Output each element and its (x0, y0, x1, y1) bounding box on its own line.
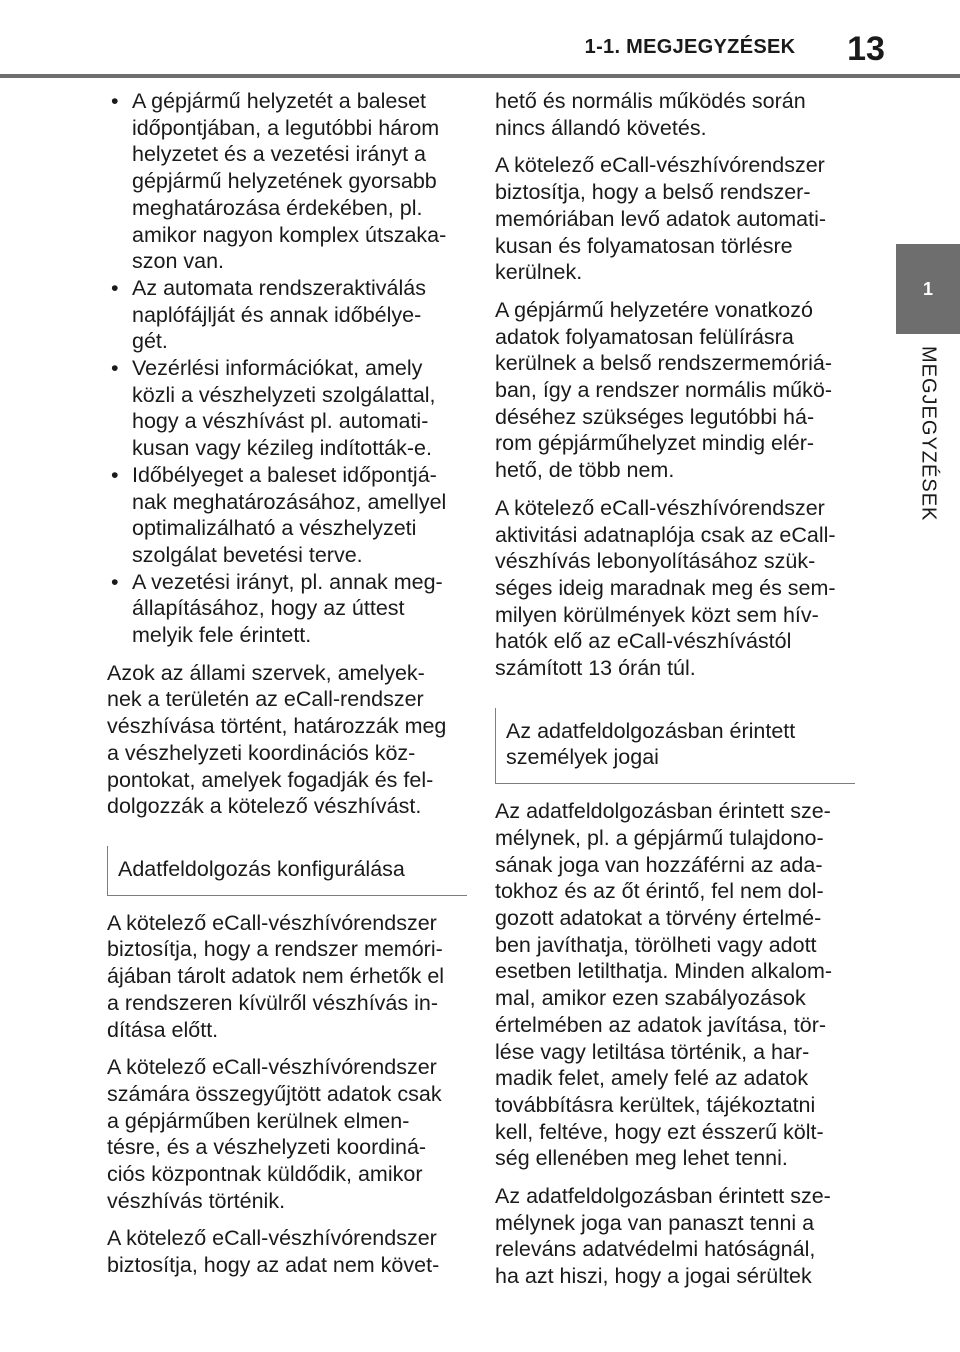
paragraph-memory (107, 910, 467, 1044)
text-line: Az adatfeldolgozásban érintett (506, 718, 796, 743)
bullet-item (107, 355, 467, 462)
text-line: amikor nagyon komplex útszaka- (132, 222, 447, 247)
text-line: hogy a vészhívást pl. automati- (132, 409, 429, 434)
text-line: hető és normális működés során (495, 89, 806, 113)
text-line: továbbításra kerültek, tájékoztatni (495, 1092, 816, 1117)
paragraph-authorities (107, 660, 467, 820)
text-line: Vezérlési információkat, amely (132, 356, 423, 381)
data-items-list (107, 88, 467, 649)
text-line: lése vagy letiltása történik, a har- (495, 1039, 810, 1064)
text-line: nek a területén az eCall-rendszer (107, 687, 424, 712)
text-line: rom gépjárműhelyzet mindig elér- (495, 431, 815, 456)
text-line: számított 13 órán túl. (495, 656, 696, 681)
text-line: Az adatfeldolgozásban érintett sze- (495, 1184, 831, 1209)
text-line: adatok folyamatosan felülírásra (495, 324, 794, 349)
text-line: tésre, és a vészhelyzeti koordiná- (107, 1135, 427, 1160)
text-line: A gépjármű helyzetére vonatkozó (495, 297, 813, 322)
text-line: kerülnek. (495, 260, 583, 285)
text-line: A kötelező eCall-vészhívórendszer (495, 495, 825, 520)
text-line: mal, amikor ezen szabályozások (495, 986, 806, 1011)
text-line: a vészhelyzeti koordinációs köz- (107, 740, 416, 765)
text-line: memóriában levő adatok automati- (495, 206, 827, 231)
text-line: optimalizálható a vészhelyzeti (132, 516, 417, 541)
text-line: gépjármű helyzetének gyorsabb (132, 169, 437, 194)
text-line: séges ideig maradnak meg és sem- (495, 575, 836, 600)
text-line: meghatározása érdekében, pl. (132, 195, 423, 220)
text-line: A vezetési irányt, pl. annak meg- (132, 569, 443, 594)
text-line: melyik fele érintett. (132, 623, 312, 648)
text-line: ség ellenében meg lehet tenni. (495, 1146, 788, 1171)
text-line: értelmében az adatok javítása, tör- (495, 1012, 827, 1037)
paragraph-activity-log (495, 495, 855, 682)
paragraph-position-data (495, 297, 855, 484)
text-line: sának joga van hozzáférni az ada- (495, 852, 823, 877)
text-line: nincs állandó követés. (495, 115, 707, 140)
heading-text: Adatfeldolgozás konfigurálása (118, 856, 405, 881)
heading-data-subject-rights (495, 708, 855, 784)
chapter-number: 1 (922, 278, 933, 299)
text-line: személyek jogai (506, 745, 659, 770)
paragraph-tracking (107, 1225, 467, 1278)
text-line: mélynek joga van panaszt tenni a (495, 1210, 815, 1235)
text-line: madik felet, amely felé az adatok (495, 1066, 809, 1091)
paragraph-deletion (495, 152, 855, 286)
text-line: vészhívás történik. (107, 1188, 286, 1213)
text-line: állapításához, hogy az úttest (132, 596, 405, 621)
paragraph-collected-data (107, 1054, 467, 1214)
text-line: kusan vagy kézileg indították-e. (132, 436, 432, 461)
text-line: biztosítja, hogy az adat nem követ- (107, 1253, 440, 1278)
text-line: dolgozzák a kötelező vészhívást. (107, 794, 422, 819)
text-line: Időbélyeget a baleset időpontjá- (132, 462, 437, 487)
text-line: biztosítja, hogy a rendszer memóri- (107, 937, 443, 962)
chapter-tab (896, 244, 960, 334)
paragraph-complaint (495, 1183, 855, 1290)
bullet-dot-icon: • (111, 462, 119, 487)
bullet-item (107, 462, 467, 569)
text-line: aktivitási adatnaplója csak az eCall- (495, 522, 836, 547)
text-line: a rendszeren kívülről vészhívás in- (107, 990, 439, 1015)
text-line: vészhívás lebonyolításához szük- (495, 549, 816, 574)
chapter-label: MEGJEGYZÉSEK (917, 346, 940, 522)
text-line: közli a vészhelyzeti szolgálattal, (132, 382, 436, 407)
text-line: déséhez szükséges legutóbbi há- (495, 404, 815, 429)
text-line: hatók elő az eCall-vészhívástól (495, 629, 792, 654)
text-line: ban, így a rendszer normális műkö- (495, 378, 832, 403)
text-line: A gépjármű helyzetét a baleset (132, 89, 427, 113)
bullet-dot-icon: • (111, 275, 119, 300)
text-line: A kötelező eCall-vészhívórendszer (107, 1055, 437, 1080)
text-line: biztosítja, hogy a belső rendszer- (495, 180, 811, 205)
paragraph-tracking-continued (495, 88, 855, 141)
header-rule (0, 74, 960, 78)
bullet-dot-icon: • (111, 356, 119, 381)
text-line: szolgálat bevetési terve. (132, 542, 363, 567)
right-column (495, 88, 855, 1290)
text-line: ájában tárolt adatok nem érhetők el (107, 964, 445, 989)
text-line: naplófájlját és annak időbélye- (132, 302, 422, 327)
text-line: A kötelező eCall-vészhívórendszer (107, 1226, 437, 1251)
text-line: gozott adatokat a törvény értelmé- (495, 905, 822, 930)
text-line: kell, feltéve, hogy ezt ésszerű költ- (495, 1119, 824, 1144)
left-column (107, 88, 467, 1279)
bullet-item (107, 569, 467, 649)
text-line: nak meghatározásához, amellyel (132, 489, 447, 514)
text-line: ha azt hiszi, hogy a jogai sérültek (495, 1264, 812, 1289)
text-line: esetben letilthatja. Minden alkalom- (495, 959, 833, 984)
text-line: pontokat, amelyek fogadják és fel- (107, 767, 434, 792)
text-line: gét. (132, 329, 168, 354)
text-line: dítása előtt. (107, 1017, 219, 1042)
heading-data-processing-config (107, 846, 467, 896)
paragraph-rights (495, 798, 855, 1172)
page-number: 13 (847, 30, 885, 68)
text-line: helyzetet és a vezetési irányt a (132, 142, 426, 167)
bullet-item (107, 88, 467, 275)
text-line: ciós központnak küldődik, amikor (107, 1162, 423, 1187)
text-line: milyen körülmények közt sem hív- (495, 602, 819, 627)
text-line: hető, de több nem. (495, 458, 675, 483)
bullet-item (107, 275, 467, 355)
text-line: kusan és folyamatosan törlésre (495, 233, 793, 258)
text-line: A kötelező eCall-vészhívórendszer (495, 153, 825, 178)
text-line: releváns adatvédelmi hatóságnál, (495, 1237, 816, 1262)
bullet-dot-icon: • (111, 89, 119, 113)
text-line: vészhívása történt, határozzák meg (107, 714, 447, 739)
text-line: ben javíthatja, törölheti vagy adott (495, 932, 817, 957)
text-line: időpontjában, a legutóbbi három (132, 115, 440, 140)
text-line: tokhoz és az őt érintő, fel nem dol- (495, 879, 824, 904)
text-line: A kötelező eCall-vészhívórendszer (107, 910, 437, 935)
text-line: szon van. (132, 249, 225, 274)
text-line: Azok az állami szervek, amelyek- (107, 660, 425, 685)
text-line: mélynek, pl. a gépjármű tulajdono- (495, 825, 824, 850)
text-line: számára összegyűjtött adatok csak (107, 1081, 442, 1106)
section-title: 1-1. MEGJEGYZÉSEK (584, 36, 796, 58)
text-line: Az automata rendszeraktiválás (132, 275, 426, 300)
text-line: Az adatfeldolgozásban érintett sze- (495, 799, 831, 824)
text-line: a gépjárműben kerülnek elmen- (107, 1108, 410, 1133)
bullet-dot-icon: • (111, 569, 119, 594)
text-line: kerülnek a belső rendszermemóriá- (495, 351, 832, 376)
